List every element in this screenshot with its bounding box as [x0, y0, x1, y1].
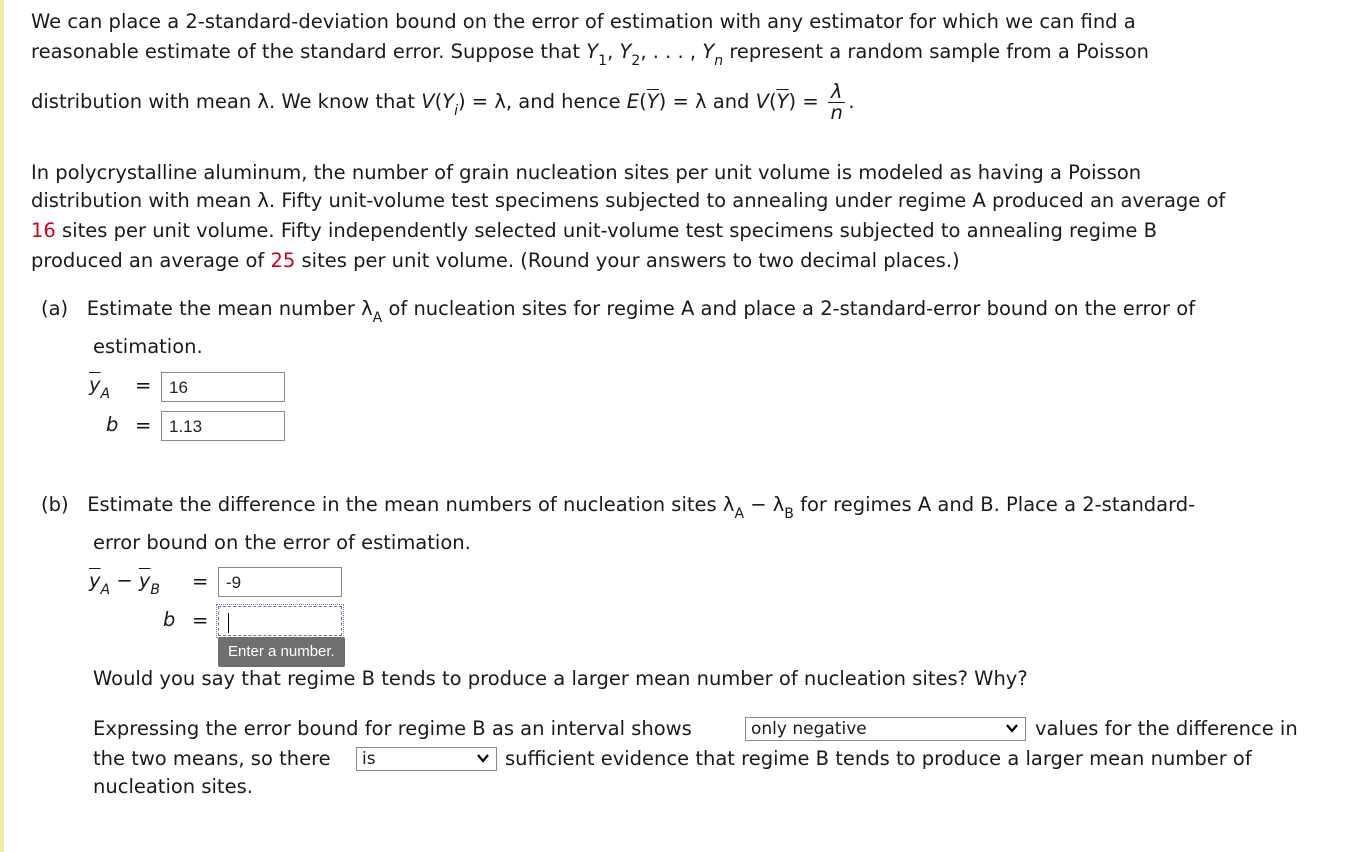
chevron-down-icon — [476, 751, 490, 765]
ybar-diff-input[interactable]: -9 — [218, 567, 342, 597]
ybar-diff-label: $\overline{y}_A - \overline{y}_B$ — [89, 569, 161, 598]
explanation-line-2: the two means, so there — [93, 747, 331, 770]
problem-line-2: distribution with mean λ. Fifty unit-volume test specimens subjected to annealing under regime A produced an average of — [31, 189, 1226, 212]
intro-line-1: We can place a 2-standard-deviation bound on the error of estimation with any estimator for which we can find a — [31, 10, 1136, 33]
interval-sign-select[interactable]: only negative — [745, 717, 1026, 741]
intro-line-2: reasonable estimate of the standard error. Suppose that $Y_1$, $Y_2$, . . . , $Y_n$ represent a random sample from a Poisson — [31, 40, 1150, 69]
value-b: 25 — [270, 249, 296, 272]
explanation-line-3: nucleation sites. — [93, 775, 253, 798]
chevron-down-icon — [1005, 721, 1019, 735]
equals-sign: = — [135, 414, 152, 437]
part-a-question: (a) Estimate the mean number $\lambda_A$ of nucleation sites for regime A and place a 2-standard-error bound on the error of — [41, 297, 1196, 326]
problem-line-1: In polycrystalline aluminum, the number of grain nucleation sites per unit volume is modeled as having a Poisson — [31, 161, 1142, 184]
evidence-select[interactable]: is — [356, 747, 497, 771]
equals-sign: = — [192, 609, 209, 632]
explanation-line-2-end: sufficient evidence that regime B tends to produce a larger mean number of — [505, 747, 1252, 770]
explanation-line-1-end: values for the difference in — [1035, 717, 1298, 740]
text-caret — [228, 613, 229, 633]
part-a-line-2: estimation. — [93, 335, 203, 358]
intro-line-3: distribution with mean λ. We know that $V(Y_i) = \lambda$, and hence $E(\overline{Y}) = \lambda$ and $V(\overline{Y})$ = $\frac{\lambda}{n}$ . — [31, 80, 855, 124]
ybar-a-input[interactable]: 16 — [161, 372, 285, 402]
left-accent-bar — [0, 0, 4, 852]
ybar-a-label: $\overline{y}_A$ — [89, 373, 111, 402]
equals-sign: = — [192, 570, 209, 593]
b-label: b — [106, 413, 119, 436]
input-tooltip: Enter a number. — [218, 637, 345, 667]
value-a: 16 — [31, 219, 56, 242]
part-b-question: (b) Estimate the difference in the mean numbers of nucleation sites $\lambda_A - \lambda_B$ for regimes A and B. Place a 2-standard- — [41, 493, 1196, 522]
b-label: b — [163, 608, 176, 631]
part-b-followup-question: Would you say that regime B tends to produce a larger mean number of nucleation sites? Why? — [93, 667, 1028, 690]
explanation-line-1: Expressing the error bound for regime B as an interval shows — [93, 717, 692, 740]
b-a-input[interactable]: 1.13 — [161, 411, 285, 441]
lambda-over-n-fraction: $\frac{\lambda}{n}$ — [828, 82, 846, 123]
b-diff-input[interactable] — [218, 606, 342, 636]
problem-line-3: 16 sites per unit volume. Fifty independently selected unit-volume test specimens subjected to annealing regime B — [31, 219, 1157, 242]
problem-line-4: produced an average of 25 sites per unit volume. (Round your answers to two decimal places.) — [31, 249, 960, 272]
part-b-line-2: error bound on the error of estimation. — [93, 531, 471, 554]
equals-sign: = — [135, 374, 152, 397]
